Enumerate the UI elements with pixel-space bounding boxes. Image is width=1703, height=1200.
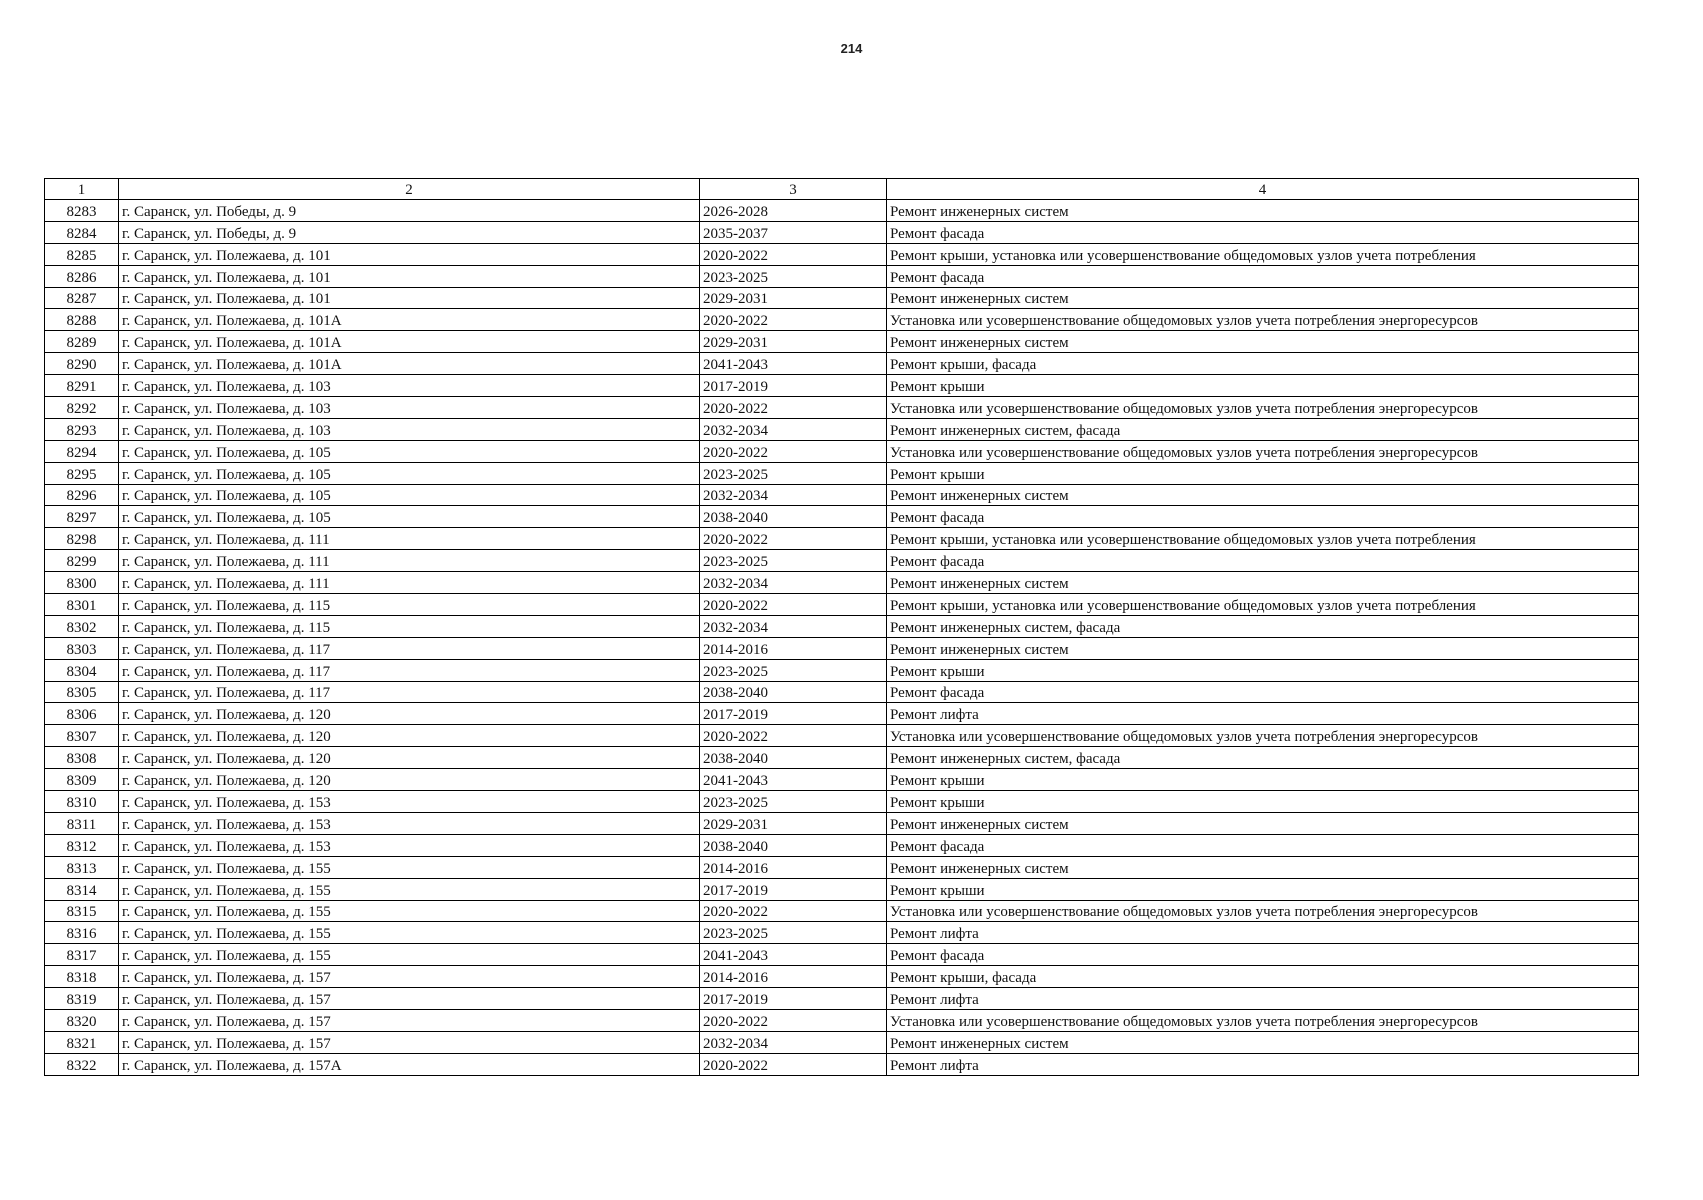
period-cell: 2020-2022 <box>700 1009 887 1031</box>
row-number-cell: 8313 <box>45 856 119 878</box>
period-cell: 2020-2022 <box>700 594 887 616</box>
period-cell: 2038-2040 <box>700 747 887 769</box>
row-number-cell: 8302 <box>45 615 119 637</box>
work-type-cell: Ремонт крыши, фасада <box>887 966 1639 988</box>
table-row <box>45 769 1639 791</box>
period-cell: 2032-2034 <box>700 418 887 440</box>
table-body <box>45 179 1639 1076</box>
row-number-cell: 8310 <box>45 791 119 813</box>
work-type-cell: Установка или усовершенствование общедомовых узлов учета потребления энергоресурсов <box>887 900 1639 922</box>
period-cell: 2020-2022 <box>700 440 887 462</box>
work-type-cell: Ремонт фасада <box>887 834 1639 856</box>
work-type-cell: Ремонт инженерных систем <box>887 572 1639 594</box>
address-cell: г. Саранск, ул. Полежаева, д. 111 <box>119 528 700 550</box>
row-number-cell: 8284 <box>45 221 119 243</box>
address-cell: г. Саранск, ул. Полежаева, д. 115 <box>119 594 700 616</box>
address-cell: г. Саранск, ул. Полежаева, д. 101А <box>119 331 700 353</box>
period-cell: 2026-2028 <box>700 200 887 222</box>
work-type-cell: Ремонт крыши <box>887 659 1639 681</box>
row-number-cell: 8288 <box>45 309 119 331</box>
table-row <box>45 703 1639 725</box>
address-cell: г. Саранск, ул. Полежаева, д. 101А <box>119 353 700 375</box>
address-cell: г. Саранск, ул. Полежаева, д. 117 <box>119 681 700 703</box>
address-cell: г. Саранск, ул. Полежаева, д. 103 <box>119 375 700 397</box>
column-header-1: 1 <box>45 179 119 200</box>
address-cell: г. Саранск, ул. Полежаева, д. 155 <box>119 856 700 878</box>
address-cell: г. Саранск, ул. Полежаева, д. 117 <box>119 659 700 681</box>
table-row <box>45 353 1639 375</box>
period-cell: 2041-2043 <box>700 353 887 375</box>
table-row <box>45 528 1639 550</box>
table-row <box>45 966 1639 988</box>
table-row <box>45 1053 1639 1075</box>
column-header-2: 2 <box>119 179 700 200</box>
address-cell: г. Саранск, ул. Полежаева, д. 115 <box>119 615 700 637</box>
period-cell: 2020-2022 <box>700 1053 887 1075</box>
address-cell: г. Саранск, ул. Полежаева, д. 157 <box>119 1009 700 1031</box>
address-cell: г. Саранск, ул. Полежаева, д. 111 <box>119 572 700 594</box>
address-cell: г. Саранск, ул. Полежаева, д. 155 <box>119 900 700 922</box>
row-number-cell: 8291 <box>45 375 119 397</box>
work-type-cell: Ремонт фасада <box>887 221 1639 243</box>
period-cell: 2020-2022 <box>700 397 887 419</box>
period-cell: 2038-2040 <box>700 681 887 703</box>
row-number-cell: 8320 <box>45 1009 119 1031</box>
address-cell: г. Саранск, ул. Полежаева, д. 105 <box>119 462 700 484</box>
row-number-cell: 8319 <box>45 988 119 1010</box>
row-number-cell: 8314 <box>45 878 119 900</box>
column-header-3: 3 <box>700 179 887 200</box>
address-cell: г. Саранск, ул. Победы, д. 9 <box>119 200 700 222</box>
table-row <box>45 462 1639 484</box>
row-number-cell: 8322 <box>45 1053 119 1075</box>
period-cell: 2020-2022 <box>700 725 887 747</box>
work-type-cell: Ремонт лифта <box>887 988 1639 1010</box>
work-type-cell: Ремонт инженерных систем <box>887 812 1639 834</box>
table-row <box>45 922 1639 944</box>
table-row <box>45 1009 1639 1031</box>
address-cell: г. Саранск, ул. Полежаева, д. 155 <box>119 878 700 900</box>
address-cell: г. Саранск, ул. Полежаева, д. 120 <box>119 769 700 791</box>
row-number-cell: 8298 <box>45 528 119 550</box>
row-number-cell: 8311 <box>45 812 119 834</box>
work-type-cell: Ремонт крыши <box>887 462 1639 484</box>
table-row <box>45 615 1639 637</box>
work-type-cell: Ремонт фасада <box>887 944 1639 966</box>
table-row <box>45 375 1639 397</box>
table-row <box>45 418 1639 440</box>
table-row <box>45 856 1639 878</box>
table-row <box>45 834 1639 856</box>
table-row <box>45 221 1639 243</box>
work-type-cell: Ремонт инженерных систем <box>887 200 1639 222</box>
address-cell: г. Саранск, ул. Полежаева, д. 153 <box>119 791 700 813</box>
period-cell: 2017-2019 <box>700 375 887 397</box>
address-cell: г. Саранск, ул. Полежаева, д. 155 <box>119 922 700 944</box>
period-cell: 2032-2034 <box>700 572 887 594</box>
row-number-cell: 8290 <box>45 353 119 375</box>
row-number-cell: 8303 <box>45 637 119 659</box>
address-cell: г. Саранск, ул. Полежаева, д. 157 <box>119 988 700 1010</box>
row-number-cell: 8292 <box>45 397 119 419</box>
table-row <box>45 1031 1639 1053</box>
table-row <box>45 681 1639 703</box>
work-type-cell: Ремонт инженерных систем <box>887 637 1639 659</box>
address-cell: г. Саранск, ул. Полежаева, д. 120 <box>119 725 700 747</box>
table-row <box>45 550 1639 572</box>
table-row <box>45 791 1639 813</box>
row-number-cell: 8293 <box>45 418 119 440</box>
period-cell: 2023-2025 <box>700 265 887 287</box>
period-cell: 2041-2043 <box>700 944 887 966</box>
row-number-cell: 8297 <box>45 506 119 528</box>
address-cell: г. Саранск, ул. Полежаева, д. 101 <box>119 243 700 265</box>
work-type-cell: Ремонт крыши <box>887 878 1639 900</box>
table-header-row <box>45 179 1639 200</box>
period-cell: 2023-2025 <box>700 462 887 484</box>
period-cell: 2035-2037 <box>700 221 887 243</box>
period-cell: 2017-2019 <box>700 878 887 900</box>
address-cell: г. Саранск, ул. Полежаева, д. 101 <box>119 265 700 287</box>
address-cell: г. Саранск, ул. Полежаева, д. 105 <box>119 506 700 528</box>
row-number-cell: 8296 <box>45 484 119 506</box>
address-cell: г. Саранск, ул. Полежаева, д. 157А <box>119 1053 700 1075</box>
table-row <box>45 747 1639 769</box>
period-cell: 2038-2040 <box>700 834 887 856</box>
address-cell: г. Саранск, ул. Полежаева, д. 103 <box>119 397 700 419</box>
table-row <box>45 287 1639 309</box>
period-cell: 2020-2022 <box>700 528 887 550</box>
work-type-cell: Ремонт лифта <box>887 1053 1639 1075</box>
work-type-cell: Ремонт крыши, установка или усовершенствование общедомовых узлов учета потребления <box>887 528 1639 550</box>
row-number-cell: 8321 <box>45 1031 119 1053</box>
table-row <box>45 243 1639 265</box>
work-type-cell: Ремонт лифта <box>887 922 1639 944</box>
row-number-cell: 8301 <box>45 594 119 616</box>
work-type-cell: Ремонт фасада <box>887 681 1639 703</box>
address-cell: г. Саранск, ул. Полежаева, д. 117 <box>119 637 700 659</box>
work-type-cell: Ремонт инженерных систем <box>887 287 1639 309</box>
row-number-cell: 8300 <box>45 572 119 594</box>
table-row <box>45 200 1639 222</box>
work-type-cell: Установка или усовершенствование общедомовых узлов учета потребления энергоресурсов <box>887 725 1639 747</box>
work-type-cell: Установка или усовершенствование общедомовых узлов учета потребления энергоресурсов <box>887 1009 1639 1031</box>
work-type-cell: Ремонт фасада <box>887 550 1639 572</box>
address-cell: г. Саранск, ул. Полежаева, д. 101 <box>119 287 700 309</box>
row-number-cell: 8299 <box>45 550 119 572</box>
period-cell: 2014-2016 <box>700 637 887 659</box>
row-number-cell: 8312 <box>45 834 119 856</box>
period-cell: 2023-2025 <box>700 922 887 944</box>
row-number-cell: 8316 <box>45 922 119 944</box>
period-cell: 2023-2025 <box>700 550 887 572</box>
row-number-cell: 8306 <box>45 703 119 725</box>
address-cell: г. Саранск, ул. Полежаева, д. 155 <box>119 944 700 966</box>
table-row <box>45 572 1639 594</box>
work-type-cell: Ремонт крыши <box>887 375 1639 397</box>
row-number-cell: 8308 <box>45 747 119 769</box>
table-row <box>45 878 1639 900</box>
row-number-cell: 8307 <box>45 725 119 747</box>
period-cell: 2014-2016 <box>700 966 887 988</box>
period-cell: 2017-2019 <box>700 988 887 1010</box>
address-cell: г. Саранск, ул. Полежаева, д. 105 <box>119 484 700 506</box>
table-row <box>45 594 1639 616</box>
row-number-cell: 8289 <box>45 331 119 353</box>
period-cell: 2020-2022 <box>700 900 887 922</box>
work-type-cell: Ремонт крыши <box>887 791 1639 813</box>
row-number-cell: 8309 <box>45 769 119 791</box>
row-number-cell: 8287 <box>45 287 119 309</box>
period-cell: 2023-2025 <box>700 659 887 681</box>
row-number-cell: 8318 <box>45 966 119 988</box>
row-number-cell: 8294 <box>45 440 119 462</box>
work-type-cell: Ремонт фасада <box>887 506 1639 528</box>
work-type-cell: Ремонт инженерных систем <box>887 856 1639 878</box>
row-number-cell: 8304 <box>45 659 119 681</box>
address-cell: г. Саранск, ул. Победы, д. 9 <box>119 221 700 243</box>
table-row <box>45 440 1639 462</box>
address-cell: г. Саранск, ул. Полежаева, д. 157 <box>119 966 700 988</box>
table-row <box>45 900 1639 922</box>
period-cell: 2032-2034 <box>700 615 887 637</box>
table-row <box>45 265 1639 287</box>
table-row <box>45 944 1639 966</box>
row-number-cell: 8315 <box>45 900 119 922</box>
address-cell: г. Саранск, ул. Полежаева, д. 120 <box>119 747 700 769</box>
period-cell: 2029-2031 <box>700 287 887 309</box>
address-cell: г. Саранск, ул. Полежаева, д. 153 <box>119 834 700 856</box>
period-cell: 2032-2034 <box>700 484 887 506</box>
work-type-cell: Ремонт инженерных систем <box>887 331 1639 353</box>
table-row <box>45 659 1639 681</box>
address-cell: г. Саранск, ул. Полежаева, д. 157 <box>119 1031 700 1053</box>
work-type-cell: Ремонт инженерных систем <box>887 1031 1639 1053</box>
column-header-4: 4 <box>887 179 1639 200</box>
row-number-cell: 8317 <box>45 944 119 966</box>
work-type-cell: Ремонт крыши, установка или усовершенствование общедомовых узлов учета потребления <box>887 243 1639 265</box>
work-type-cell: Ремонт инженерных систем, фасада <box>887 747 1639 769</box>
row-number-cell: 8305 <box>45 681 119 703</box>
row-number-cell: 8285 <box>45 243 119 265</box>
period-cell: 2020-2022 <box>700 243 887 265</box>
table-row <box>45 637 1639 659</box>
work-type-cell: Ремонт крыши <box>887 769 1639 791</box>
address-cell: г. Саранск, ул. Полежаева, д. 101А <box>119 309 700 331</box>
table-row <box>45 309 1639 331</box>
address-cell: г. Саранск, ул. Полежаева, д. 120 <box>119 703 700 725</box>
work-type-cell: Ремонт крыши, фасада <box>887 353 1639 375</box>
address-cell: г. Саранск, ул. Полежаева, д. 103 <box>119 418 700 440</box>
period-cell: 2014-2016 <box>700 856 887 878</box>
period-cell: 2020-2022 <box>700 309 887 331</box>
row-number-cell: 8283 <box>45 200 119 222</box>
period-cell: 2041-2043 <box>700 769 887 791</box>
work-type-cell: Установка или усовершенствование общедомовых узлов учета потребления энергоресурсов <box>887 440 1639 462</box>
table-row <box>45 988 1639 1010</box>
table-row <box>45 484 1639 506</box>
work-type-cell: Ремонт лифта <box>887 703 1639 725</box>
table-row <box>45 506 1639 528</box>
page-number: 214 <box>840 41 863 56</box>
period-cell: 2029-2031 <box>700 812 887 834</box>
work-type-cell: Установка или усовершенствование общедомовых узлов учета потребления энергоресурсов <box>887 309 1639 331</box>
work-type-cell: Ремонт фасада <box>887 265 1639 287</box>
table-row <box>45 812 1639 834</box>
work-type-cell: Установка или усовершенствование общедомовых узлов учета потребления энергоресурсов <box>887 397 1639 419</box>
period-cell: 2017-2019 <box>700 703 887 725</box>
address-cell: г. Саранск, ул. Полежаева, д. 105 <box>119 440 700 462</box>
work-type-cell: Ремонт инженерных систем, фасада <box>887 615 1639 637</box>
period-cell: 2038-2040 <box>700 506 887 528</box>
period-cell: 2023-2025 <box>700 791 887 813</box>
table-row <box>45 397 1639 419</box>
row-number-cell: 8286 <box>45 265 119 287</box>
address-cell: г. Саранск, ул. Полежаева, д. 111 <box>119 550 700 572</box>
work-type-cell: Ремонт инженерных систем <box>887 484 1639 506</box>
work-type-cell: Ремонт инженерных систем, фасада <box>887 418 1639 440</box>
period-cell: 2029-2031 <box>700 331 887 353</box>
table-row <box>45 725 1639 747</box>
row-number-cell: 8295 <box>45 462 119 484</box>
work-type-cell: Ремонт крыши, установка или усовершенствование общедомовых узлов учета потребления <box>887 594 1639 616</box>
table-row <box>45 331 1639 353</box>
repair-schedule-table <box>44 178 1639 1076</box>
period-cell: 2032-2034 <box>700 1031 887 1053</box>
address-cell: г. Саранск, ул. Полежаева, д. 153 <box>119 812 700 834</box>
